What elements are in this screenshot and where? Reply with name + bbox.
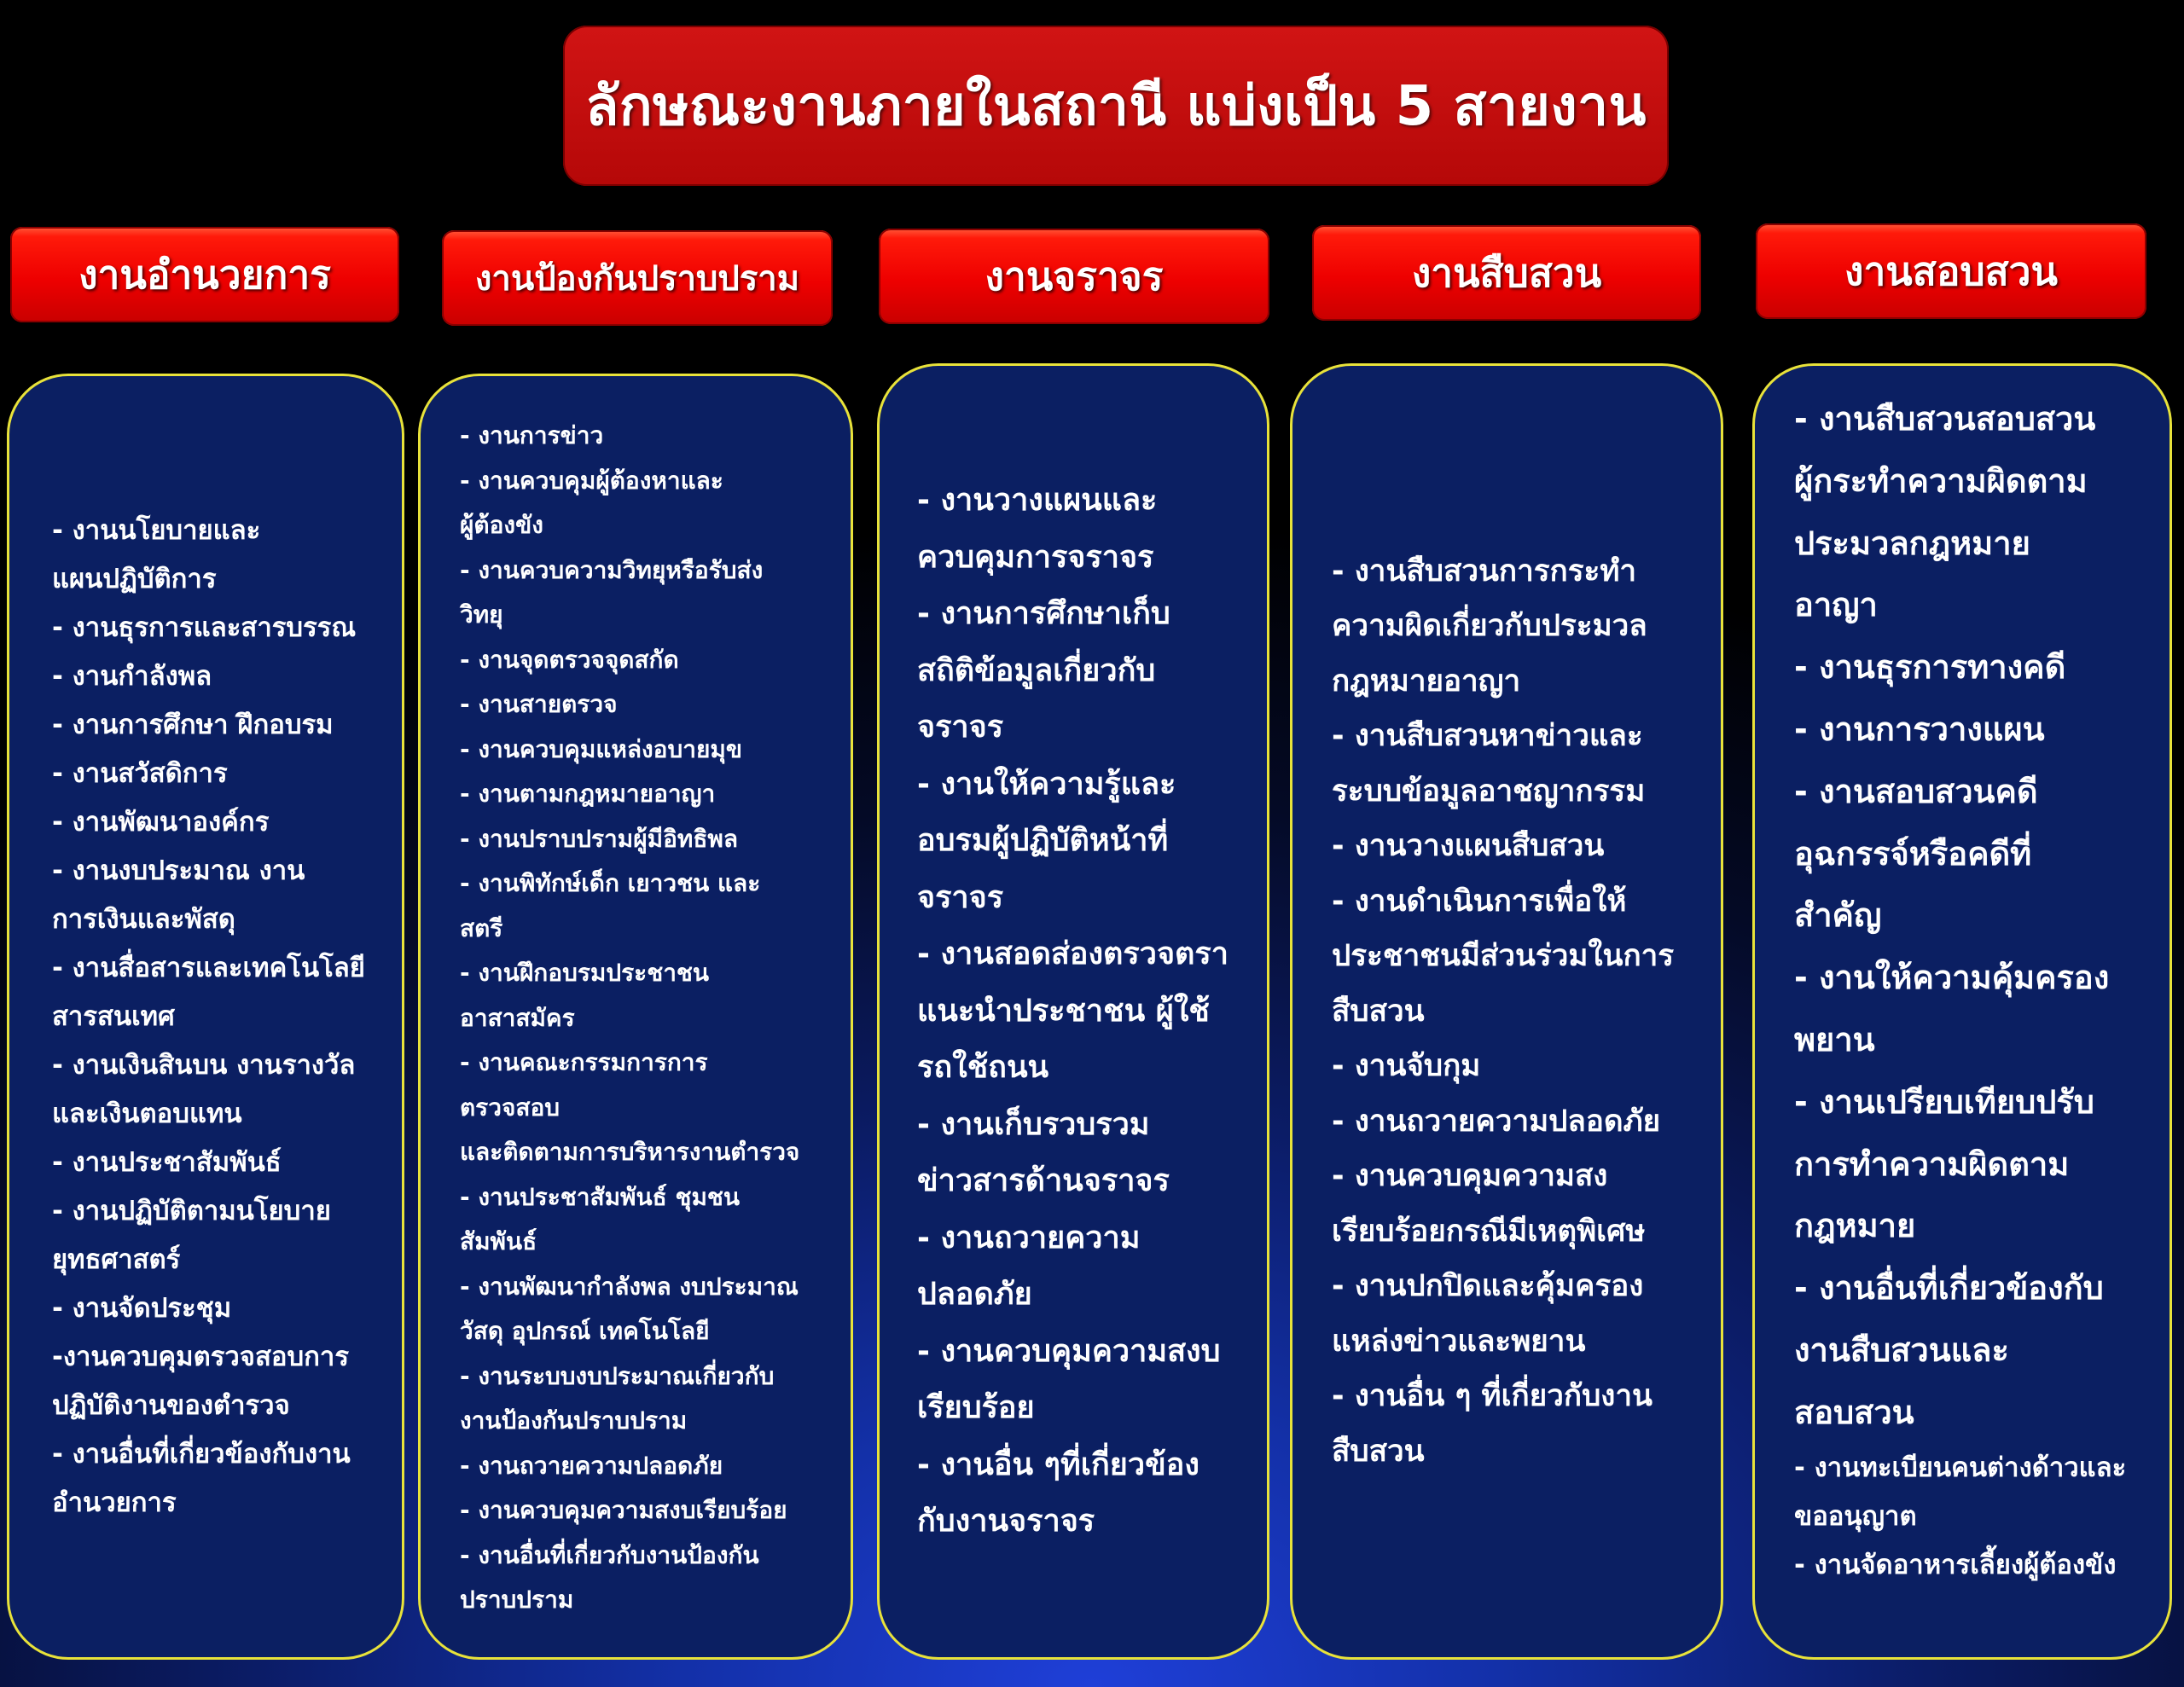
list-item: - งานตามกฎหมายอาญา <box>460 780 716 808</box>
list-item: - งานงบประมาณ งาน <box>52 855 305 886</box>
list-item: - งานปฏิบัติตามนโยบาย <box>52 1195 331 1226</box>
list-item: แนะนำประชาชน ผู้ใช้ <box>917 993 1210 1029</box>
list-item: - งานควบคุมผู้ต้องหาและ <box>460 466 723 495</box>
list-item: - งานอื่นที่เกี่ยวกับงานป้องกัน <box>460 1540 759 1569</box>
list-item: - งานสวัสดิการ <box>52 757 228 789</box>
list-item: แหล่งข่าวและพยาน <box>1332 1324 1586 1359</box>
list-item: - งานจัดอาหารเลี้ยงผู้ต้องขัง <box>1794 1549 2117 1580</box>
list-item: กับงานจราจร <box>917 1504 1095 1539</box>
list-item: เรียบร้อย <box>917 1390 1035 1426</box>
list-item: - งานจับกุม <box>1332 1049 1481 1084</box>
list-item: งานป้องกันปราบปราม <box>460 1406 688 1435</box>
title-banner <box>563 26 1669 186</box>
list-item: ประชาชนมีส่วนร่วมในการ <box>1332 939 1675 974</box>
list-item: สืบสวน <box>1332 994 1425 1029</box>
list-item: - งานอื่น ๆ ที่เกี่ยวกับงาน <box>1332 1379 1653 1414</box>
list-item: สถิติข้อมูลเกี่ยวกับ <box>917 652 1156 688</box>
list-item: - งานปกปิดและคุ้มครอง <box>1332 1269 1644 1304</box>
column-header-investigation <box>1312 225 1701 321</box>
list-item: และติดตามการบริหารงานตำรวจ <box>460 1138 800 1166</box>
list-item: สัมพันธ์ <box>460 1227 537 1255</box>
list-item: งานสืบสวนและ <box>1794 1330 2009 1369</box>
page-title: ลักษณะงานภายในสถานี แบ่งเป็น 5 สายงาน <box>585 75 1647 138</box>
list-item: อำนวยการ <box>52 1487 177 1518</box>
list-item: - งานฝึกอบรมประชาชน <box>460 959 710 987</box>
duty-list <box>460 414 816 1623</box>
list-item: ปราบปราม <box>460 1586 574 1614</box>
list-item: ผู้ต้องขัง <box>460 511 543 539</box>
duty-list <box>52 507 368 1528</box>
list-item: วัสดุ อุปกรณ์ เทคโนโลยี <box>460 1317 710 1345</box>
list-item: วิทยุ <box>460 600 503 629</box>
list-item: - งานประชาสัมพันธ์ <box>52 1146 282 1178</box>
list-item: - งานควบความวิทยุหรือรับส่ง <box>460 555 764 584</box>
column-header-administration <box>10 227 399 322</box>
list-item: - งานถวายความ <box>917 1220 1141 1255</box>
list-item: - งานกำลังพล <box>52 660 212 692</box>
list-item: เรียบร้อยกรณีมีเหตุพิเศษ <box>1332 1214 1646 1249</box>
list-item: - งานธุรการทางคดี <box>1794 648 2066 687</box>
list-item: ยุทธศาสตร์ <box>52 1244 181 1275</box>
list-item: - งานควบคุมความสงบเรียบร้อย <box>460 1496 787 1524</box>
list-item: - งานการวางแผน <box>1794 710 2045 748</box>
list-item: สตรี <box>460 913 503 942</box>
list-item: อาญา <box>1794 586 1878 624</box>
list-item: ตรวจสอบ <box>460 1093 561 1122</box>
list-item: - งานปราบปรามผู้มีอิทธิพล <box>460 824 739 853</box>
list-item: ระบบข้อมูลอาชญากรรม <box>1332 774 1646 809</box>
duty-list <box>1794 388 2127 1590</box>
list-item: - งานถวายความปลอดภัย <box>460 1451 723 1480</box>
list-item: - งานทะเบียนคนต่างด้าวและ <box>1794 1452 2127 1483</box>
list-item: - งานสืบสวนการกระทำ <box>1332 554 1637 588</box>
column-box-crime-prevention <box>418 374 853 1660</box>
list-item: - งานอื่น ๆที่เกี่ยวข้อง <box>917 1446 1199 1482</box>
list-item: และเงินตอบแทน <box>52 1098 242 1129</box>
list-item: - งานสื่อสารและเทคโนโลยี <box>52 952 365 983</box>
list-item: - งานระบบงบประมาณเกี่ยวกับ <box>460 1361 775 1390</box>
list-item: - งานอื่นที่เกี่ยวข้องกับ <box>1794 1269 2104 1307</box>
list-item: - งานสืบสวนหาข่าวและ <box>1332 719 1643 754</box>
list-item: - งานธุรการและสารบรรณ <box>52 612 357 643</box>
column-header-label: งานจราจร <box>985 252 1164 299</box>
list-item: - งานสอบสวนคดี <box>1794 772 2038 810</box>
list-item: สำคัญ <box>1794 896 1882 935</box>
list-item: - งานการศึกษาเก็บ <box>917 596 1170 632</box>
list-item: - งานประชาสัมพันธ์ ชุมชน <box>460 1182 741 1211</box>
list-item: สารสนเทศ <box>52 1000 175 1032</box>
list-item: การทำความผิดตาม <box>1794 1145 2070 1183</box>
duty-list <box>917 472 1233 1551</box>
list-item: - งานเก็บรวบรวม <box>917 1106 1150 1142</box>
list-item: - งานสืบสวนสอบสวน <box>1794 400 2096 438</box>
list-item: - งานวางแผนสืบสวน <box>1332 829 1605 864</box>
column-header-inquiry <box>1756 223 2146 319</box>
list-item: แผนปฏิบัติการ <box>52 563 217 594</box>
list-item: อบรมผู้ปฏิบัติหน้าที่ <box>917 823 1169 859</box>
list-item: อุฉกรรจ์หรือคดีที่ <box>1794 834 2032 872</box>
column-header-label: งานป้องกันปราบปราม <box>474 259 800 299</box>
list-item: - งานการศึกษา ฝึกอบรม <box>52 709 334 740</box>
list-item: อาสาสมัคร <box>460 1003 575 1032</box>
list-item: - งานเปรียบเทียบปรับ <box>1794 1082 2094 1121</box>
list-item: ปลอดภัย <box>917 1277 1032 1313</box>
column-box-administration <box>7 374 404 1660</box>
column-header-label: งานสืบสวน <box>1411 249 1602 296</box>
list-item: - งานให้ความรู้และ <box>917 766 1176 802</box>
list-item: - งานคณะกรรมการการ <box>460 1048 708 1076</box>
list-item: จราจร <box>917 879 1004 915</box>
list-item: ควบคุมการจราจร <box>917 539 1154 575</box>
list-item: ประมวลกฎหมาย <box>1794 524 2030 562</box>
list-item: - งานวางแผนและ <box>917 483 1158 519</box>
list-item: การเงินและพัสดุ <box>52 903 235 935</box>
list-item: กฎหมาย <box>1794 1207 1916 1245</box>
list-item: สืบสวน <box>1332 1434 1425 1469</box>
list-item: - งานการข่าว <box>460 421 604 449</box>
list-item: - งานสอดส่องตรวจตรา <box>917 936 1228 972</box>
list-item: รถใช้ถนน <box>917 1050 1049 1086</box>
column-box-inquiry <box>1752 363 2172 1660</box>
column-box-investigation <box>1290 363 1723 1660</box>
list-item: ขออนุญาต <box>1794 1500 1917 1532</box>
list-item: - งานพัฒนากำลังพล งบประมาณ <box>460 1272 799 1301</box>
list-item: ปฏิบัติงานของตำรวจ <box>52 1389 290 1421</box>
column-box-traffic <box>877 363 1269 1660</box>
list-item: - งานถวายความปลอดภัย <box>1332 1104 1661 1139</box>
list-item: - งานนโยบายและ <box>52 514 261 546</box>
list-item: สอบสวน <box>1794 1393 1914 1431</box>
column-header-label: งานอำนวยการ <box>78 251 331 298</box>
list-item: - งานจุดตรวจจุดสกัด <box>460 645 679 674</box>
list-item: -งานควบคุมตรวจสอบการ <box>52 1341 349 1372</box>
list-item: - งานเงินสินบน งานรางวัล <box>52 1049 356 1081</box>
list-item: - งานสายตรวจ <box>460 690 618 718</box>
list-item: - งานควบคุมความสงบ <box>917 1333 1221 1369</box>
list-item: กฎหมายอาญา <box>1332 664 1521 699</box>
column-header-label: งานสอบสวน <box>1844 247 2058 294</box>
list-item: ผู้กระทำความผิดตาม <box>1794 461 2088 500</box>
list-item: - งานดำเนินการเพื่อให้ <box>1332 884 1627 919</box>
list-item: - งานอื่นที่เกี่ยวข้องกับงาน <box>52 1438 351 1470</box>
duty-list <box>1332 544 1687 1480</box>
list-item: - งานให้ความคุ้มครอง <box>1794 959 2110 997</box>
list-item: - งานพิทักษ์เด็ก เยาวชน และ <box>460 869 761 897</box>
list-item: - งานจัดประชุม <box>52 1292 232 1324</box>
column-header-crime-prevention <box>442 230 833 326</box>
list-item: ข่าวสารด้านจราจร <box>917 1163 1170 1199</box>
list-item: - งานควบคุมแหล่งอบายมุข <box>460 734 742 763</box>
column-header-traffic <box>879 229 1269 324</box>
list-item: พยาน <box>1794 1020 1875 1058</box>
list-item: จราจร <box>917 710 1004 745</box>
list-item: ความผิดเกี่ยวกับประมวล <box>1332 609 1647 644</box>
list-item: - งานพัฒนาองค์กร <box>52 806 270 838</box>
list-item: - งานควบคุมความสง <box>1332 1159 1608 1194</box>
